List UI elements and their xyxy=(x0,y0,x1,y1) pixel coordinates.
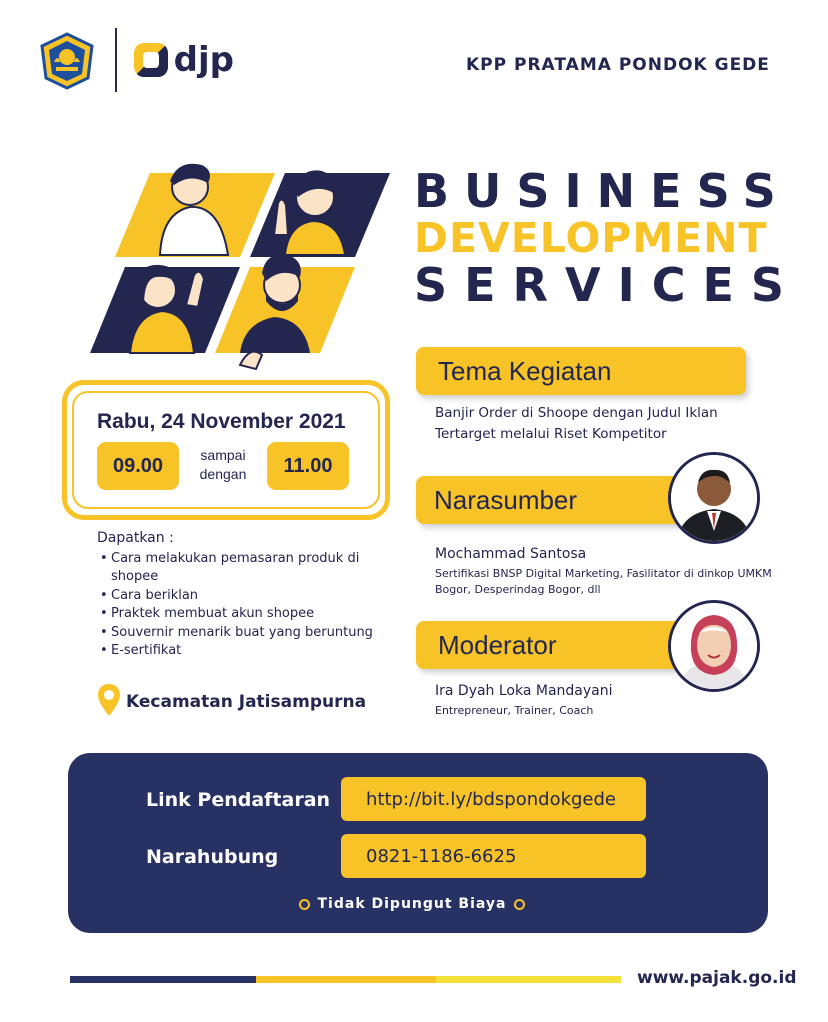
start-time: 09.00 xyxy=(97,442,179,490)
speaker-label: Narasumber xyxy=(416,476,706,524)
ring-left-icon xyxy=(299,899,310,910)
ring-right-icon xyxy=(514,899,525,910)
title-line-3: SERVICES xyxy=(414,258,802,312)
event-date: Rabu, 24 November 2021 xyxy=(97,410,346,433)
moderator-name: Ira Dyah Loka Mandayani xyxy=(435,683,613,699)
time-separator-line-1: sampai xyxy=(200,447,246,463)
footer-stripe-light-yellow xyxy=(436,976,621,983)
footer-stripe-yellow xyxy=(256,976,436,983)
theme-description: Banjir Order di Shoope dengan Judul Iklan Tertarget melalui Riset Kompetitor xyxy=(435,405,718,442)
speaker-role: Sertifikasi BNSP Digital Marketing, Fasilitator di dinkop UMKM Bogor, Desperindag Bogor, dll xyxy=(435,567,772,596)
kemenkeu-emblem-icon xyxy=(38,32,96,90)
registration-link[interactable]: http://bit.ly/bdspondokgede xyxy=(341,777,646,821)
header-divider xyxy=(115,28,117,92)
djp-mark-icon xyxy=(134,43,168,77)
benefit-item: • Cara melakukan pemasaran produk di shopee xyxy=(97,550,387,587)
benefit-item: • E-sertifikat xyxy=(97,642,387,661)
free-of-charge-note xyxy=(299,896,525,912)
website-link[interactable]: www.pajak.go.id xyxy=(637,968,797,988)
djp-logo-text: djp xyxy=(173,40,234,80)
time-separator xyxy=(183,446,263,484)
speaker-name: Mochammad Santosa xyxy=(435,546,587,562)
moderator-role: Entrepreneur, Trainer, Coach xyxy=(435,704,594,717)
office-name: KPP PRATAMA PONDOK GEDE xyxy=(466,55,770,75)
footer-stripe-navy xyxy=(70,976,256,983)
benefit-item: • Cara beriklan xyxy=(97,587,387,606)
end-time: 11.00 xyxy=(267,442,349,490)
speaker-avatar xyxy=(668,452,760,544)
title-line-1: BUSINESS xyxy=(414,164,791,218)
theme-label: Tema Kegiatan xyxy=(416,347,746,395)
free-of-charge-text: Tidak Dipungut Biaya xyxy=(317,896,507,912)
registration-link-label: Link Pendaftaran xyxy=(146,789,331,811)
contact-label: Narahubung xyxy=(146,846,279,868)
benefits-list xyxy=(97,529,387,661)
location-text: Kecamatan Jatisampurna xyxy=(126,692,367,712)
people-illustration xyxy=(90,155,395,375)
location-pin-icon xyxy=(97,683,121,717)
djp-logo xyxy=(134,40,234,80)
benefit-item: • Souvernir menarik buat yang beruntung xyxy=(97,624,387,643)
time-separator-line-2: dengan xyxy=(199,466,247,482)
moderator-label: Moderator xyxy=(416,621,696,669)
contact-phone[interactable]: 0821-1186-6625 xyxy=(341,834,646,878)
title-line-2: DEVELOPMENT xyxy=(414,214,768,262)
benefits-heading: Dapatkan : xyxy=(97,530,174,546)
moderator-avatar xyxy=(668,600,760,692)
benefit-item: • Praktek membuat akun shopee xyxy=(97,605,387,624)
